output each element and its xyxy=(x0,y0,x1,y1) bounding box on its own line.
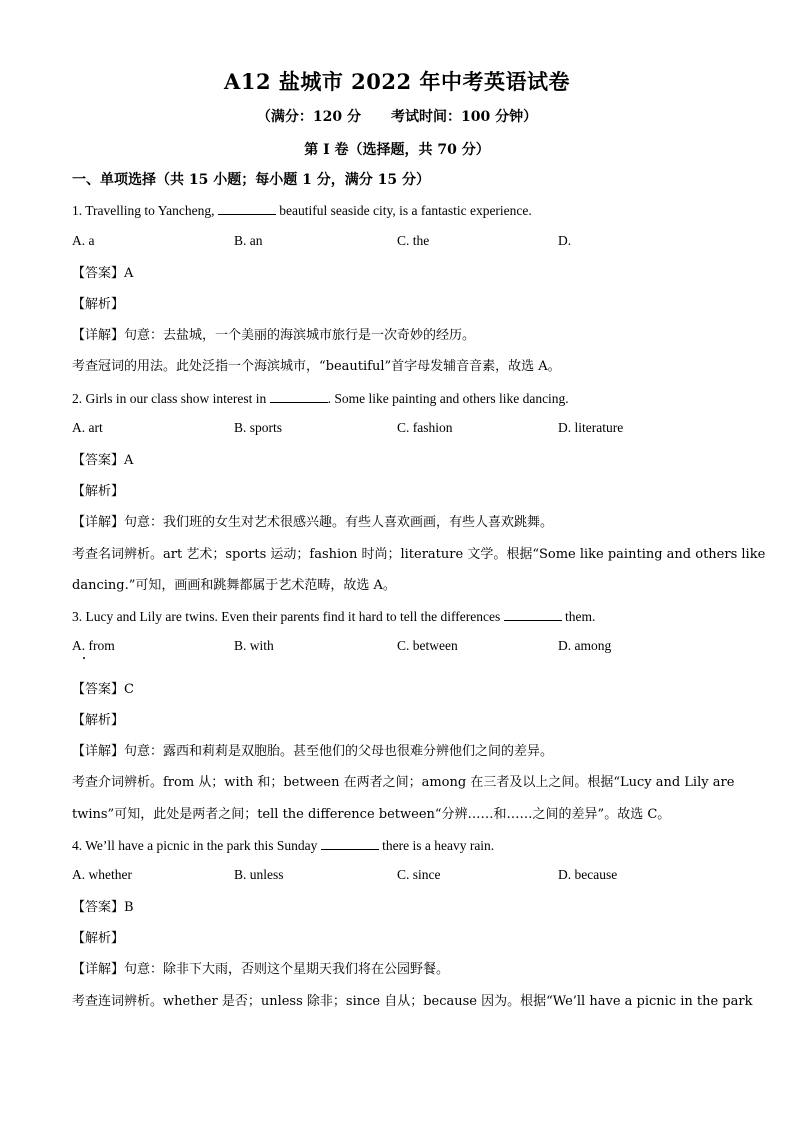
option-b: B. sports xyxy=(234,420,283,435)
option-d: D. because xyxy=(558,867,618,882)
question-2-explain-1: 考查名词辨析。art 艺术；sports 运动；fashion 时尚；literature 文学。根据“Some like painting and others like xyxy=(72,547,766,562)
answer-blank xyxy=(218,202,276,215)
option-c: C. between xyxy=(397,638,458,653)
answer-blank xyxy=(270,390,328,403)
question-2-analysis-label: 【解析】 xyxy=(72,484,125,499)
option-b: B. an xyxy=(234,233,263,248)
option-d: D. literature xyxy=(558,420,624,435)
question-1-detail: 【详解】句意：去盐城，一个美丽的海滨城市旅行是一次奇妙的经历。 xyxy=(72,328,476,343)
question-1-explain: 考查冠词的用法。此处泛指一个海滨城市，“beautiful”首字母发辅音音素，故选 A。 xyxy=(72,359,561,374)
question-3-stem: 3. Lucy and Lily are twins. Even their parents find it hard to tell the differences them. xyxy=(72,609,596,624)
section-heading: 一、单项选择（共 15 小题；每小题 1 分，满分 15 分） xyxy=(72,172,430,188)
question-1-analysis-label: 【解析】 xyxy=(72,297,125,312)
question-3-answer: 【答案】C xyxy=(72,682,134,697)
question-2-stem: 2. Girls in our class show interest in . Some like painting and others like dancing. xyxy=(72,391,569,406)
option-a: A. a xyxy=(72,233,95,248)
option-a: A. whether xyxy=(72,867,132,882)
option-a: A. art xyxy=(72,420,103,435)
question-2-explain-2: dancing.”可知，画画和跳舞都属于艺术范畴，故选 A。 xyxy=(72,578,396,593)
question-4-stem: 4. We’ll have a picnic in the park this Sunday there is a heavy rain. xyxy=(72,838,495,853)
question-2-answer: 【答案】A xyxy=(72,453,134,468)
question-4-analysis-label: 【解析】 xyxy=(72,931,125,946)
option-d: D. xyxy=(558,233,572,248)
page-title: A12 盐城市 2022 年中考英语试卷 xyxy=(224,69,570,94)
option-a: A. from xyxy=(72,638,115,653)
question-1-stem: 1. Travelling to Yancheng, beautiful seaside city, is a fantastic experience. xyxy=(72,203,532,218)
exam-info xyxy=(0,106,794,126)
question-3-explain-1: 考查介词辨析。from 从；with 和；between 在两者之间；among 在三者及以上之间。根据“Lucy and Lily are xyxy=(72,775,735,790)
question-1-answer: 【答案】A xyxy=(72,266,134,281)
option-c: C. since xyxy=(397,867,441,882)
volume-heading: 第 I 卷（选择题，共 70 分） xyxy=(304,142,490,158)
option-c: C. the xyxy=(397,233,430,248)
stray-dot xyxy=(83,657,85,659)
question-3-explain-2: twins”可知，此处是两者之间；tell the difference between“分辨……和……之间的差异”。故选 C。 xyxy=(72,807,671,822)
question-3-analysis-label: 【解析】 xyxy=(72,713,125,728)
question-2-detail: 【详解】句意：我们班的女生对艺术很感兴趣。有些人喜欢画画，有些人喜欢跳舞。 xyxy=(72,515,554,530)
full-score: （满分：120 分 xyxy=(256,109,361,125)
question-4-detail: 【详解】句意：除非下大雨，否则这个星期天我们将在公园野餐。 xyxy=(72,962,450,977)
option-d: D. among xyxy=(558,638,612,653)
option-b: B. with xyxy=(234,638,274,653)
question-3-detail: 【详解】句意：露西和莉莉是双胞胎。甚至他们的父母也很难分辨他们之间的差异。 xyxy=(72,744,554,759)
question-4-explain: 考查连词辨析。whether 是否；unless 除非；since 自从；because 因为。根据“We’ll have a picnic in the park xyxy=(72,994,753,1009)
answer-blank xyxy=(504,608,562,621)
option-b: B. unless xyxy=(234,867,284,882)
answer-blank xyxy=(321,837,379,850)
option-c: C. fashion xyxy=(397,420,453,435)
question-4-answer: 【答案】B xyxy=(72,900,134,915)
exam-duration: 考试时间：100 分钟） xyxy=(391,109,538,125)
